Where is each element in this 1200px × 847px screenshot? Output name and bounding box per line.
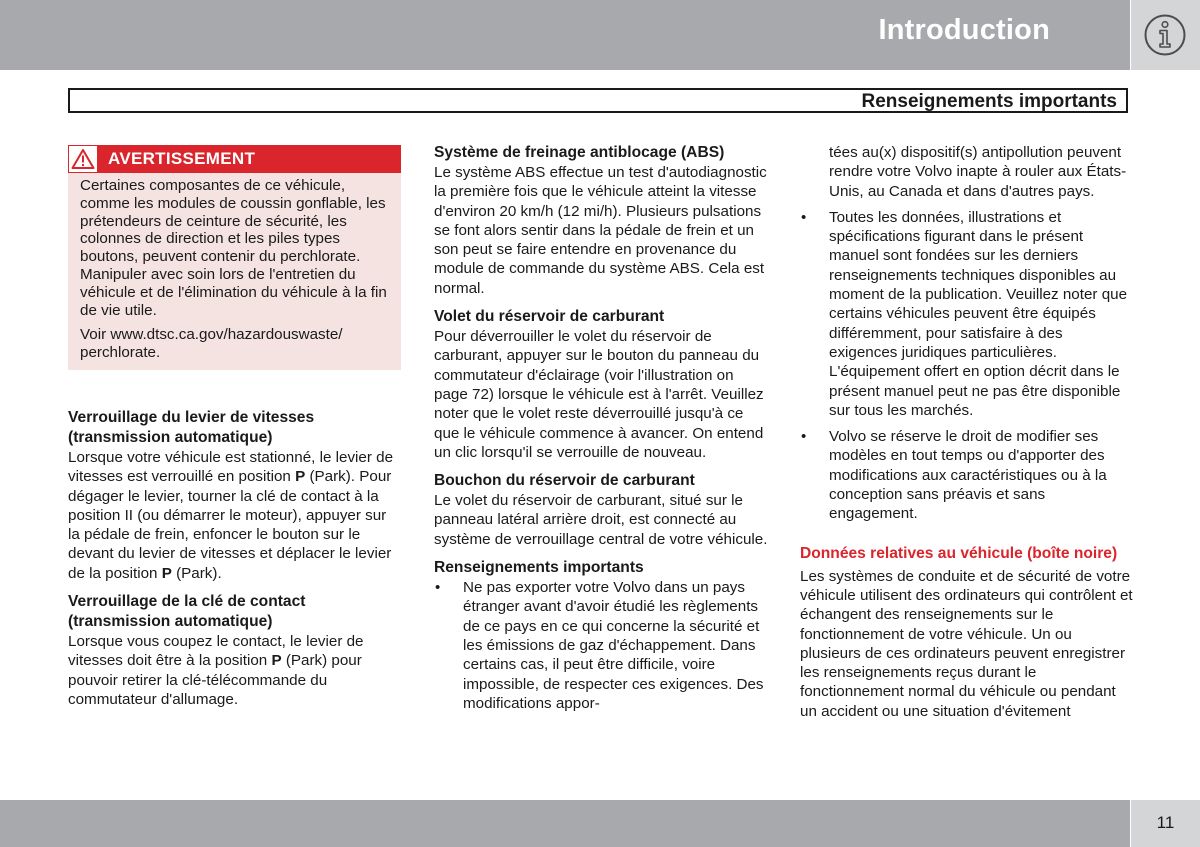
shift-lock-heading: Verrouillage du levier de vitesses (transmission automatique): [68, 408, 315, 446]
column-3: [800, 143, 1135, 721]
warning-title: AVERTISSEMENT: [108, 149, 256, 168]
column-2: [434, 143, 770, 713]
section-title: Renseignements importants: [861, 91, 1117, 112]
info-icon-box: [1131, 0, 1200, 70]
list-item: • Toutes les données, illustrations et spécifications figurant dans le présent manuel sont fondées sur les derniers renseignements techniques disponibles au moment de la publication. Veuillez noter que certains véhicules peuvent être équipés différemment, pour satisfaire à des exigences juridiques particulières. L'équipement offert en option décrit dans le présent manuel peut ne pas être disponible sur tous les marchés.: [801, 208, 1128, 419]
warning-icon-box: [68, 145, 98, 173]
fuel-cap-heading: Bouchon du réservoir de carburant: [434, 472, 695, 490]
section-subheader: [68, 88, 1128, 113]
bullet-icon: •: [435, 579, 441, 597]
abs-heading: Système de freinage antiblocage (ABS): [434, 144, 725, 161]
shift-lock-text: Lorsque votre véhicule est stationné, le levier de vitesses est verrouillé en position P (Park). Pour dégager le levier, tourner la clé de contact à la position II (ou démarrer le moteur), appuyer sur la pédale de frein, enfoncer le bouton sur le devant du levier de vitesses et déplacer le levier de la position P (Park).: [68, 448, 394, 582]
fuel-cap-text: Le volet du réservoir de carburant, situé sur le panneau latéral arrière droit, est connecté au système de verrouillage central de votre véhicule.: [434, 492, 768, 548]
important-info-list: [434, 578, 770, 713]
bullet-icon: •: [801, 428, 807, 446]
list-item: • Ne pas exporter votre Volvo dans un pays étranger avant d'avoir étudié les règlements de ce pays en ce qui concerne la sécurité et les émissions de gaz d'échappement. Dans certains cas, il peut être difficile, voire impossible, de respecter ces exigences. Des modifications appor-: [435, 579, 764, 712]
fuel-flap-heading: Volet du réservoir de carburant: [434, 308, 665, 326]
important-info-list-cont: [800, 208, 1135, 524]
warning-text: Certaines composantes de ce véhicule, comme les modules de coussin gonflable, les prétendeurs de ceinture de sécurité, les colonnes de direction et les piles types boutons, peuvent contenir du perchlorate. Manipuler avec soin lors de l'entretien du véhicule et de l'élimination du véhicule à la fin de vie utile.: [80, 177, 387, 319]
fuel-flap-text: Pour déverrouiller le volet du réservoir de carburant, appuyer sur le bouton du panneau du commutateur d'éclairage (voir l'illustration on page 72) lorsque le véhicule est à l'arrêt. Veuillez noter que le volet reste déverrouillé jusqu'à ce que le véhicule commence à avancer. On entend un clic lorsqu'il se verrouille de nouveau.: [434, 328, 764, 461]
black-box-text: Les systèmes de conduite et de sécurité de votre véhicule utilisent des ordinateurs qui contrôlent et échangent des renseignements sur le fonctionnement de votre véhicule. Un ou plusieurs de ces ordinateurs peuvent enregistrer les renseignements reçus durant le fonctionnement normal du véhicule ou pendant un accident ou une situation d'évitement: [800, 567, 1133, 720]
key-lock-text: Lorsque vous coupez le contact, le levier de vitesses doit être à la position P (Park) pour pouvoir retirer la clé-télécommande du commutateur d'allumage.: [68, 633, 364, 708]
info-icon: [1143, 13, 1187, 57]
abs-text: Le système ABS effectue un test d'autodiagnostic la première fois que le véhicule atteint la vitesse d'environ 20 km/h (12 mi/h). Plusieurs pulsations se font alors sentir dans la pédale de frein et un son peut se faire entendre en provenance du module de commande du système ABS. Cela est normal.: [434, 164, 767, 297]
bullet-icon: •: [801, 208, 807, 226]
black-box-heading: Données relatives au véhicule (boîte noire): [800, 544, 1118, 562]
chapter-title: Introduction: [878, 14, 1050, 46]
warning-triangle-icon: [71, 148, 95, 170]
list-item: • Volvo se réserve le droit de modifier ses modèles en tout temps ou d'apporter des modifications aux caractéristiques ou à la conception sans préavis et sans engagement.: [801, 428, 1107, 523]
page-number: 11: [1156, 813, 1175, 832]
column-1: [68, 143, 401, 709]
warning-link-text: Voir www.dtsc.ca.gov/hazardouswaste/ perchlorate.: [80, 326, 343, 362]
key-lock-heading: Verrouillage de la clé de contact (transmission automatique): [68, 593, 306, 631]
bullet-continuation: tées au(x) dispositif(s) antipollution peuvent rendre votre Volvo inapte à rouler aux États-Unis, au Canada et dans d'autres pays.: [829, 144, 1127, 200]
warning-header: [68, 145, 401, 173]
page-number-box: [1131, 800, 1200, 847]
warning-body: [68, 173, 401, 370]
header-band: [0, 0, 1130, 70]
important-info-heading: Renseignements importants: [434, 559, 644, 577]
footer-band: [0, 800, 1130, 847]
